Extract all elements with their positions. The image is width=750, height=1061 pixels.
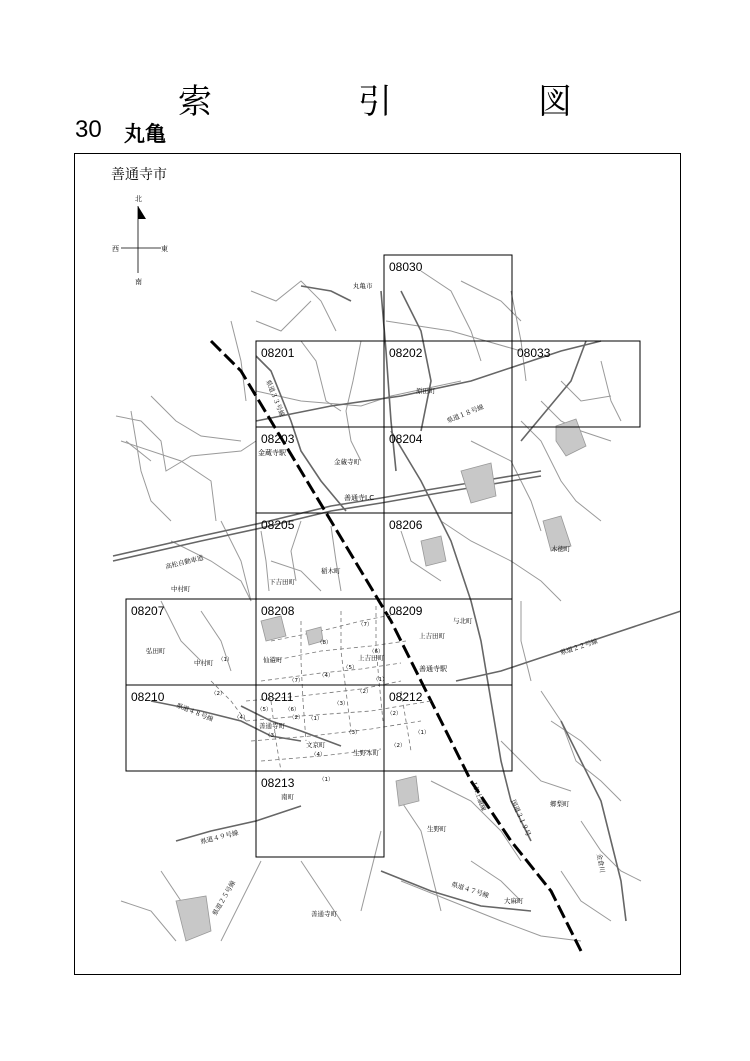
grid-cell-08211[interactable]: 08211 (261, 690, 294, 704)
place-nakamura2: 中村町 (194, 659, 214, 667)
place-kanakura-river: 金倉川 (595, 852, 607, 874)
place-zentsuji-town2: 善通寺町 (311, 910, 337, 918)
block-7b: （7） (289, 678, 304, 684)
place-kimoto: 木徳町 (551, 545, 571, 553)
route-33-label: 県道３３号線 (264, 378, 287, 418)
compass-rose (112, 194, 168, 286)
block-6a: （6） (369, 649, 384, 655)
place-kanakura-station: 金蔵寺駅 (258, 449, 286, 457)
grid-cell-08205[interactable]: 08205 (261, 518, 295, 532)
grid-cell-08030[interactable]: 08030 (389, 260, 423, 274)
place-expressway: 高松自動車道 (164, 553, 205, 571)
compass-west: 西 (112, 245, 119, 253)
place-ikenomoto: 生野本町 (353, 749, 379, 757)
block-7a: （7） (358, 622, 373, 628)
block-1a: （1） (373, 677, 388, 683)
block-5a: （5） (343, 665, 358, 671)
grid-cell-08033[interactable]: 08033 (517, 346, 551, 360)
block-4b: （4） (234, 715, 249, 721)
grid-cell-08208[interactable]: 08208 (261, 604, 295, 618)
route-319-label: 国道３１９号 (509, 798, 533, 838)
grid-cell-08207[interactable]: 08207 (131, 604, 165, 618)
compass-south: 南 (135, 278, 142, 286)
place-omura: 大麻町 (504, 897, 524, 905)
block-2e: （2） (391, 743, 406, 749)
north-arrow-icon (138, 206, 146, 219)
grid-cell-08202[interactable]: 08202 (389, 346, 423, 360)
route-25-label: 県道２５号線 (210, 879, 238, 917)
route-22-label: 県道２２号線 (559, 637, 599, 657)
block-2a: （2） (211, 691, 226, 697)
place-senyu: 仙遊町 (263, 656, 283, 664)
block-2c: （2） (289, 715, 304, 721)
map-number: 30 (75, 116, 102, 143)
place-nakamura: 中村町 (171, 585, 191, 593)
map-area-name: 丸亀 (124, 122, 166, 146)
grid-cell-08209[interactable]: 08209 (389, 604, 423, 618)
place-zentsuji-town: 善通寺町 (259, 722, 285, 730)
index-grid (126, 255, 640, 857)
block-3c: （3） (346, 730, 361, 736)
place-yohoku: 与北町 (453, 617, 473, 625)
route-47-label: 県道４７号線 (450, 880, 490, 900)
block-4c: （4） (311, 752, 326, 758)
place-inaki: 稲木町 (321, 567, 341, 575)
block-1c: （1） (308, 716, 323, 722)
place-kanakura: 金蔵寺町 (334, 458, 360, 466)
place-gonai: 郷梨町 (550, 800, 570, 808)
block-5b: （5） (257, 707, 272, 713)
place-zentsuji-station: 善通寺駅 (419, 665, 447, 673)
place-shimoyoshida: 下吉田町 (269, 578, 295, 586)
grid-cell-08201[interactable]: 08201 (261, 346, 295, 360)
block-1e: （1） (319, 777, 334, 783)
jr-dosan-label: ＪＲ土讃線 (469, 778, 488, 813)
place-haraden: 原田町 (416, 387, 436, 395)
grid-cell-08203[interactable]: 08203 (261, 432, 295, 446)
route-48-label: 県道４８号線 (175, 701, 215, 724)
compass-north: 北 (135, 195, 142, 203)
place-marugame: 丸亀市 (353, 282, 373, 290)
grid-cell-08204[interactable]: 08204 (389, 432, 423, 446)
place-kamiyoshida2: 上吉田町 (358, 654, 384, 662)
block-3a: （3） (334, 701, 349, 707)
map-canvas (75, 154, 681, 975)
place-hirota: 弘田町 (146, 647, 166, 655)
place-bunkyo: 文京町 (306, 741, 326, 749)
place-kamiyoshida: 上吉田町 (419, 632, 445, 640)
block-2d: （2） (387, 711, 402, 717)
place-minami: 南町 (281, 793, 294, 801)
block-8: （8） (317, 640, 332, 646)
route-18-label: 県道１８号線 (445, 402, 485, 425)
block-2b: （2） (357, 689, 372, 695)
grid-cell-08210[interactable]: 08210 (131, 690, 165, 704)
city-label: 善通寺市 (111, 167, 167, 183)
minor-roads (116, 271, 641, 941)
block-4a: （4） (319, 673, 334, 679)
block-3b: （3） (265, 733, 280, 739)
place-ikeno: 生野町 (427, 825, 447, 833)
grid-cell-08206[interactable]: 08206 (389, 518, 423, 532)
grid-cell-08212[interactable]: 08212 (389, 690, 423, 704)
grid-cell-08213[interactable]: 08213 (261, 776, 295, 790)
block-6b: （6） (285, 707, 300, 713)
page-title: 索 引 図 (178, 82, 628, 122)
place-zentsuji-ic: 善通寺I.C (344, 494, 375, 502)
compass-east: 東 (161, 245, 168, 253)
index-map (74, 153, 681, 975)
block-1b: （1） (218, 657, 233, 663)
route-49-label: 県道４９号線 (199, 828, 240, 846)
block-1d: （1） (415, 730, 430, 736)
